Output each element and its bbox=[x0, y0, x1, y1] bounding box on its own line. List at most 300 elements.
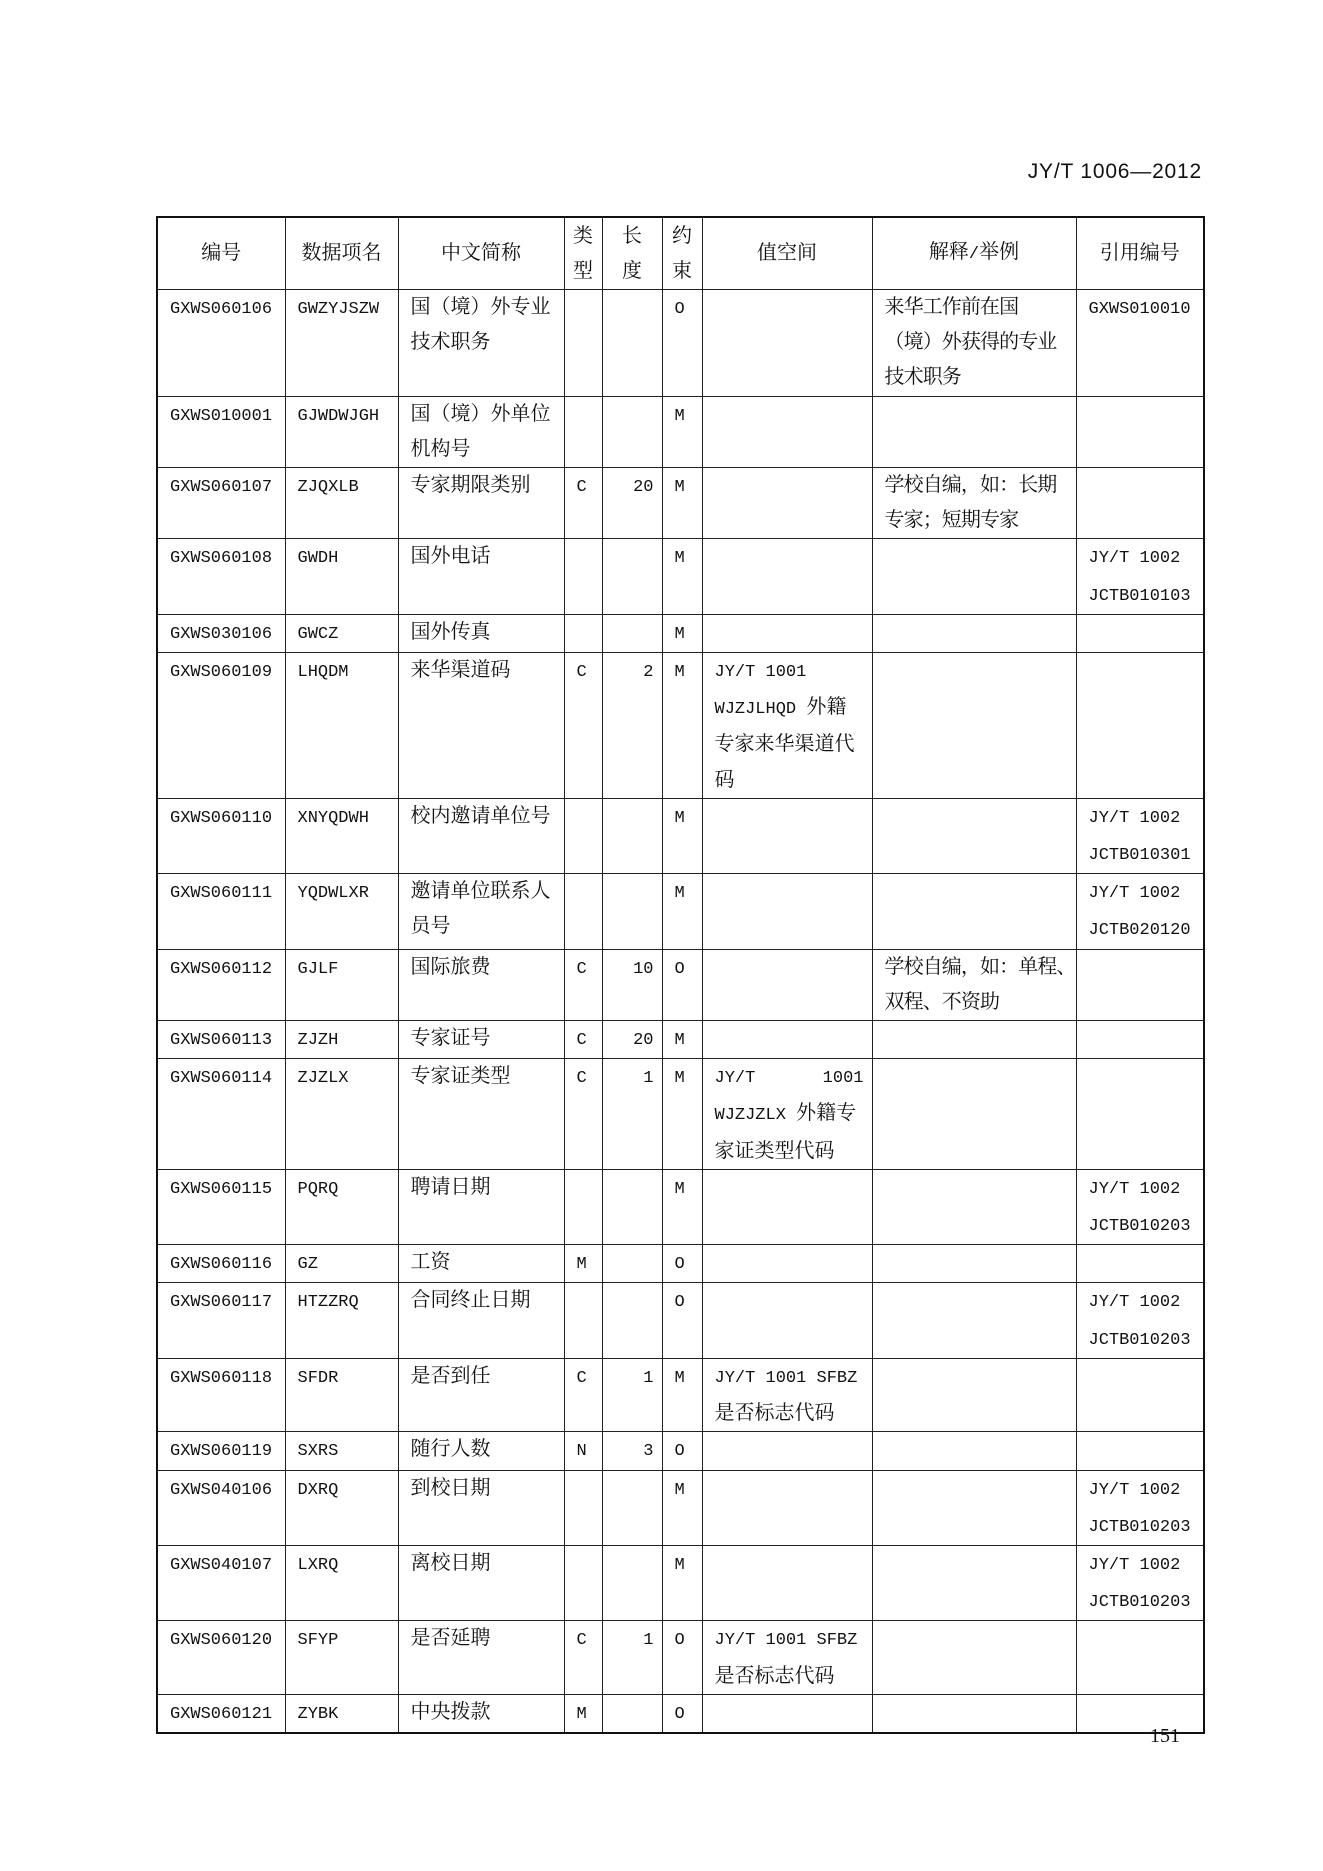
cell-type bbox=[564, 1621, 602, 1694]
latin-run: WJZJLHQD bbox=[714, 700, 807, 720]
cell-ref bbox=[1076, 653, 1204, 799]
cell-cn-short bbox=[398, 539, 564, 614]
latin-run: HTZZRQ bbox=[297, 1293, 359, 1313]
column-header-line: 型 bbox=[573, 259, 593, 282]
table-row bbox=[157, 614, 1204, 652]
cell-line bbox=[675, 1059, 694, 1096]
latin-run: 20 bbox=[633, 1031, 654, 1051]
cell-line bbox=[675, 1695, 694, 1732]
cell-line: 专家；短期专家 bbox=[884, 509, 1019, 532]
cell-code bbox=[157, 290, 285, 397]
cell-line bbox=[298, 1170, 390, 1207]
latin-run: GXWS010001 bbox=[170, 406, 273, 426]
cell-line bbox=[298, 1021, 390, 1058]
cell-note bbox=[872, 1283, 1076, 1358]
latin-run: JY/T 1002 bbox=[1088, 1293, 1181, 1313]
cell-line bbox=[577, 1059, 594, 1096]
cell-constraint bbox=[662, 1621, 702, 1694]
column-header-cn-short bbox=[398, 217, 564, 290]
cell-ref bbox=[1076, 1432, 1204, 1470]
cell-line bbox=[577, 653, 594, 690]
cell-length bbox=[602, 614, 662, 652]
cell-length bbox=[602, 1545, 662, 1620]
latin-run: JY/T 1002 bbox=[1088, 1555, 1181, 1575]
latin-run: O bbox=[674, 959, 685, 979]
cell-value-space bbox=[702, 1283, 872, 1358]
cell-cn-short bbox=[398, 874, 564, 949]
latin-run: SFYP bbox=[297, 1631, 339, 1651]
cell-ref bbox=[1076, 539, 1204, 614]
table-row bbox=[157, 1621, 1204, 1694]
cell-line bbox=[170, 1471, 277, 1508]
cell-cn-short bbox=[398, 614, 564, 652]
latin-run: JY/T 1001 bbox=[714, 1069, 864, 1089]
column-header-line: 编号 bbox=[201, 242, 242, 264]
cell-length bbox=[602, 1245, 662, 1283]
cell-line: 国际旅费 bbox=[410, 955, 491, 978]
latin-run: JCTB010301 bbox=[1088, 846, 1191, 866]
latin-run: C bbox=[576, 1069, 587, 1089]
cell-note bbox=[872, 1470, 1076, 1545]
cell-note bbox=[872, 1545, 1076, 1620]
cell-line bbox=[170, 1021, 277, 1058]
cell-line bbox=[1089, 799, 1196, 836]
cell-type bbox=[564, 1432, 602, 1470]
cell-name bbox=[285, 1694, 398, 1733]
cell-type bbox=[564, 874, 602, 949]
cell-type bbox=[564, 949, 602, 1020]
cell-type bbox=[564, 468, 602, 539]
cell-line: 是否延聘 bbox=[410, 1627, 491, 1650]
cell-line: 专家证类型 bbox=[410, 1065, 511, 1088]
cell-note bbox=[872, 1021, 1076, 1059]
cell-line bbox=[1089, 1283, 1196, 1320]
latin-run: GXWS040107 bbox=[170, 1555, 273, 1575]
latin-run: M bbox=[674, 1179, 685, 1199]
latin-run: GWZYJSZW bbox=[297, 300, 380, 319]
latin-run: LXRQ bbox=[297, 1555, 339, 1575]
cell-note bbox=[872, 290, 1076, 397]
latin-run: GXWS060121 bbox=[170, 1704, 273, 1724]
column-header-line: 度 bbox=[622, 259, 642, 282]
cell-line bbox=[1089, 1508, 1196, 1545]
latin-run: M bbox=[576, 1255, 587, 1275]
latin-run: C bbox=[576, 1631, 587, 1651]
latin-run: JY/T 1002 bbox=[1088, 1179, 1181, 1199]
cell-line: 机构号 bbox=[410, 437, 471, 460]
cell-cn-short bbox=[398, 290, 564, 397]
cell-line bbox=[675, 1359, 694, 1396]
latin-run: GJWDWJGH bbox=[297, 406, 380, 426]
latin-run: JY/T 1002 bbox=[1088, 808, 1181, 828]
cell-constraint bbox=[662, 1470, 702, 1545]
latin-run: ZJZH bbox=[297, 1031, 339, 1051]
cell-line bbox=[298, 653, 390, 690]
cell-note bbox=[872, 949, 1076, 1020]
latin-run: GXWS060115 bbox=[170, 1179, 273, 1199]
cell-line: 邀请单位联系人 bbox=[410, 880, 551, 903]
cell-line: 国外传真 bbox=[410, 620, 491, 643]
cell-line bbox=[298, 468, 390, 505]
latin-run: GXWS040106 bbox=[170, 1480, 273, 1500]
latin-run: JY/T 1001 bbox=[714, 663, 807, 683]
latin-run: GWCZ bbox=[297, 624, 339, 644]
cell-type bbox=[564, 1470, 602, 1545]
latin-run: GXWS060109 bbox=[170, 663, 273, 683]
latin-run: GXWS060119 bbox=[170, 1442, 273, 1462]
latin-run: GXWS060106 bbox=[170, 300, 273, 319]
cell-line bbox=[170, 653, 277, 690]
cell-line: 双程、不资助 bbox=[884, 990, 1000, 1013]
cell-note bbox=[872, 539, 1076, 614]
latin-run: JCTB010203 bbox=[1088, 1330, 1191, 1350]
cell-line bbox=[170, 397, 277, 434]
column-header-note bbox=[872, 217, 1076, 290]
latin-run: JCTB010103 bbox=[1088, 586, 1191, 606]
cell-line bbox=[675, 950, 694, 987]
cell-value-space bbox=[702, 949, 872, 1020]
column-header-line: 长 bbox=[622, 224, 642, 247]
latin-run: PQRQ bbox=[297, 1179, 339, 1199]
cell-line bbox=[615, 468, 654, 505]
cell-ref bbox=[1076, 1694, 1204, 1733]
cell-type bbox=[564, 396, 602, 467]
cell-length bbox=[602, 798, 662, 873]
column-header-line: 约 bbox=[672, 224, 692, 247]
table-row bbox=[157, 1694, 1204, 1733]
cell-line bbox=[170, 1359, 277, 1396]
latin-run: JY/T 1001 SFBZ bbox=[714, 1631, 858, 1651]
cell-constraint bbox=[662, 468, 702, 539]
column-header-line: 值空间 bbox=[757, 242, 817, 264]
cell-constraint bbox=[662, 1432, 702, 1470]
cell-line bbox=[298, 1359, 390, 1396]
latin-run: 1 bbox=[643, 1368, 654, 1388]
cell-constraint bbox=[662, 798, 702, 873]
cell-length bbox=[602, 396, 662, 467]
cell-cn-short bbox=[398, 1059, 564, 1170]
cell-line bbox=[1089, 836, 1196, 873]
cell-line bbox=[298, 397, 390, 434]
data-element-table bbox=[156, 216, 1205, 1734]
cell-ref bbox=[1076, 468, 1204, 539]
cell-constraint bbox=[662, 396, 702, 467]
cell-value-space bbox=[702, 1694, 872, 1733]
column-header-line: 解释/举例 bbox=[928, 241, 1020, 264]
latin-run: O bbox=[674, 1704, 685, 1724]
cell-line: 离校日期 bbox=[410, 1551, 491, 1574]
table-row bbox=[157, 1358, 1204, 1431]
cell-cn-short bbox=[398, 1283, 564, 1358]
table-row bbox=[157, 1545, 1204, 1620]
latin-run: M bbox=[674, 624, 685, 644]
cell-line bbox=[170, 290, 277, 327]
cell-line bbox=[298, 1245, 390, 1282]
cell-ref bbox=[1076, 1021, 1204, 1059]
cell-note bbox=[872, 1432, 1076, 1470]
latin-run: JCTB020120 bbox=[1088, 921, 1191, 941]
cell-constraint bbox=[662, 1059, 702, 1170]
cell-line: WJZJLHQD 外籍 bbox=[714, 696, 847, 720]
cell-length bbox=[602, 874, 662, 949]
latin-run: GXWS060120 bbox=[170, 1631, 273, 1651]
cell-line bbox=[675, 1245, 694, 1282]
cell-line bbox=[715, 1059, 864, 1096]
cell-line: （境）外获得的专业 bbox=[884, 331, 1057, 354]
cell-constraint bbox=[662, 1169, 702, 1244]
latin-run: M bbox=[674, 478, 685, 498]
cell-value-space bbox=[702, 874, 872, 949]
column-header-line: 引用编号 bbox=[1099, 242, 1180, 264]
cell-line: 来华工作前在国 bbox=[884, 296, 1019, 318]
latin-run: GWDH bbox=[297, 549, 339, 569]
latin-run: M bbox=[674, 884, 685, 904]
latin-run: M bbox=[674, 1555, 685, 1575]
cell-type bbox=[564, 1245, 602, 1283]
cell-cn-short bbox=[398, 1169, 564, 1244]
cell-value-space bbox=[702, 653, 872, 799]
cell-length bbox=[602, 1358, 662, 1431]
cell-line bbox=[675, 1283, 694, 1320]
cell-line: WJZJZLX 外籍专 bbox=[714, 1102, 857, 1126]
cell-line bbox=[615, 1621, 654, 1658]
cell-line bbox=[170, 1059, 277, 1096]
cell-line: 技术职务 bbox=[410, 331, 491, 354]
latin-run: ZYBK bbox=[297, 1704, 339, 1724]
cell-line bbox=[298, 615, 390, 652]
cell-line: 中央拨款 bbox=[410, 1700, 491, 1723]
cell-type bbox=[564, 1169, 602, 1244]
cell-line bbox=[1089, 577, 1196, 614]
cell-value-space bbox=[702, 1059, 872, 1170]
cell-note bbox=[872, 798, 1076, 873]
cell-type bbox=[564, 1358, 602, 1431]
cell-line bbox=[298, 1059, 390, 1096]
cell-line bbox=[615, 950, 654, 987]
latin-run: 2 bbox=[643, 663, 654, 683]
cell-name bbox=[285, 1621, 398, 1694]
latin-run: JCTB010203 bbox=[1088, 1217, 1191, 1237]
cell-code bbox=[157, 798, 285, 873]
cell-code bbox=[157, 614, 285, 652]
latin-run: C bbox=[576, 1031, 587, 1051]
column-header-length bbox=[602, 217, 662, 290]
cell-ref bbox=[1076, 1283, 1204, 1358]
cell-line: 是否标志代码 bbox=[714, 1664, 835, 1687]
cell-code bbox=[157, 874, 285, 949]
page-number: 151 bbox=[1150, 1725, 1180, 1747]
cell-line bbox=[298, 1471, 390, 1508]
cell-type bbox=[564, 1283, 602, 1358]
cell-code bbox=[157, 539, 285, 614]
cell-type bbox=[564, 798, 602, 873]
cell-name bbox=[285, 1283, 398, 1358]
cell-note bbox=[872, 1621, 1076, 1694]
cell-type bbox=[564, 539, 602, 614]
cell-line bbox=[298, 799, 390, 836]
cell-name bbox=[285, 1432, 398, 1470]
latin-run: GXWS030106 bbox=[170, 624, 273, 644]
cell-line bbox=[675, 290, 694, 327]
cell-length bbox=[602, 1621, 662, 1694]
cell-code bbox=[157, 653, 285, 799]
latin-run: GXWS010010 bbox=[1088, 300, 1191, 319]
cell-line: 专家来华渠道代 bbox=[714, 733, 855, 756]
cell-length bbox=[602, 949, 662, 1020]
cell-line bbox=[675, 539, 694, 576]
cell-line bbox=[577, 1245, 594, 1282]
cell-ref bbox=[1076, 1621, 1204, 1694]
cell-code bbox=[157, 1470, 285, 1545]
cell-note bbox=[872, 1059, 1076, 1170]
cell-line: 校内邀请单位号 bbox=[410, 804, 551, 827]
cell-note bbox=[872, 1694, 1076, 1733]
latin-run: N bbox=[576, 1442, 587, 1462]
table-header bbox=[157, 217, 1204, 290]
cell-line bbox=[170, 1245, 277, 1282]
cell-value-space bbox=[702, 468, 872, 539]
cell-name bbox=[285, 468, 398, 539]
cell-line bbox=[170, 1170, 277, 1207]
cell-line bbox=[577, 468, 594, 505]
cell-note bbox=[872, 1169, 1076, 1244]
latin-run: M bbox=[674, 1368, 685, 1388]
cell-line: 国（境）外单位 bbox=[410, 402, 551, 425]
cell-length bbox=[602, 653, 662, 799]
cell-line bbox=[615, 1432, 654, 1469]
cell-line bbox=[298, 874, 390, 911]
cell-line bbox=[615, 653, 654, 690]
cell-line: 码 bbox=[714, 768, 735, 791]
cell-line bbox=[577, 950, 594, 987]
cell-line bbox=[1089, 1583, 1196, 1620]
latin-run: GXWS060111 bbox=[170, 884, 273, 904]
cell-line: 来华渠道码 bbox=[410, 659, 511, 682]
cell-note bbox=[872, 468, 1076, 539]
cell-line: 是否到任 bbox=[410, 1364, 491, 1387]
latin-run: O bbox=[674, 1255, 685, 1275]
cell-line bbox=[615, 1021, 654, 1058]
cell-name bbox=[285, 1545, 398, 1620]
cell-code bbox=[157, 1059, 285, 1170]
table-body bbox=[157, 290, 1204, 1733]
cell-value-space bbox=[702, 798, 872, 873]
table-row bbox=[157, 1059, 1204, 1170]
cell-line bbox=[298, 950, 390, 987]
column-header-line: 类 bbox=[573, 224, 593, 247]
cell-line bbox=[170, 1283, 277, 1320]
latin-run: GXWS060116 bbox=[170, 1255, 273, 1275]
cell-line bbox=[675, 1546, 694, 1583]
cell-line: 专家期限类别 bbox=[410, 474, 531, 497]
cell-constraint bbox=[662, 1245, 702, 1283]
cell-cn-short bbox=[398, 1694, 564, 1733]
cell-line: 学校自编，如：单程、 bbox=[884, 955, 1076, 978]
cell-line bbox=[1089, 874, 1196, 911]
table-row bbox=[157, 874, 1204, 949]
cell-type bbox=[564, 1694, 602, 1733]
latin-run: / bbox=[968, 245, 980, 264]
cell-value-space bbox=[702, 1169, 872, 1244]
cell-length bbox=[602, 1470, 662, 1545]
latin-run: LHQDM bbox=[297, 663, 349, 683]
cell-length bbox=[602, 290, 662, 397]
cell-line bbox=[1089, 911, 1196, 948]
table-row bbox=[157, 1021, 1204, 1059]
cell-constraint bbox=[662, 1021, 702, 1059]
cell-note bbox=[872, 1245, 1076, 1283]
cell-note bbox=[872, 653, 1076, 799]
latin-run: JCTB010203 bbox=[1088, 1517, 1191, 1537]
cell-code bbox=[157, 949, 285, 1020]
cell-line bbox=[577, 1621, 594, 1658]
latin-run: 10 bbox=[633, 959, 654, 979]
cell-value-space bbox=[702, 1621, 872, 1694]
cell-cn-short bbox=[398, 949, 564, 1020]
cell-constraint bbox=[662, 290, 702, 397]
cell-code bbox=[157, 1432, 285, 1470]
cell-code bbox=[157, 1545, 285, 1620]
latin-run: XNYQDWH bbox=[297, 808, 369, 828]
cell-line bbox=[577, 1359, 594, 1396]
cell-length bbox=[602, 1169, 662, 1244]
cell-line bbox=[1089, 290, 1196, 327]
cell-line bbox=[715, 653, 864, 690]
cell-line: 学校自编，如：长期 bbox=[884, 474, 1057, 497]
cell-line bbox=[675, 1170, 694, 1207]
cell-code bbox=[157, 1021, 285, 1059]
cell-length bbox=[602, 1021, 662, 1059]
cell-cn-short bbox=[398, 1358, 564, 1431]
cell-line bbox=[170, 799, 277, 836]
cell-line: 专家证号 bbox=[410, 1027, 491, 1050]
latin-run: GXWS060108 bbox=[170, 549, 273, 569]
latin-run: GXWS060114 bbox=[170, 1069, 273, 1089]
cell-constraint bbox=[662, 653, 702, 799]
cell-code bbox=[157, 1358, 285, 1431]
cell-ref bbox=[1076, 949, 1204, 1020]
cell-line bbox=[170, 1432, 277, 1469]
cell-constraint bbox=[662, 1358, 702, 1431]
cell-value-space bbox=[702, 1432, 872, 1470]
latin-run: M bbox=[674, 1031, 685, 1051]
cell-code bbox=[157, 1245, 285, 1283]
cell-line bbox=[675, 615, 694, 652]
standard-code: JY/T 1006—2012 bbox=[1027, 160, 1202, 183]
cell-length bbox=[602, 1059, 662, 1170]
cell-line: 合同终止日期 bbox=[410, 1289, 531, 1312]
table-row bbox=[157, 1432, 1204, 1470]
latin-run: C bbox=[576, 1368, 587, 1388]
latin-run: JY/T 1001 SFBZ bbox=[714, 1368, 858, 1388]
cell-line: 国（境）外专业 bbox=[410, 296, 551, 318]
cell-name bbox=[285, 290, 398, 397]
cell-line bbox=[675, 397, 694, 434]
cell-line bbox=[298, 1695, 390, 1732]
cell-ref bbox=[1076, 396, 1204, 467]
latin-run: SXRS bbox=[297, 1442, 339, 1462]
cell-ref bbox=[1076, 1059, 1204, 1170]
cell-cn-short bbox=[398, 1432, 564, 1470]
cell-line bbox=[1089, 1170, 1196, 1207]
latin-run: YQDWLXR bbox=[297, 884, 369, 904]
cell-line bbox=[170, 1546, 277, 1583]
latin-run: M bbox=[576, 1704, 587, 1724]
cell-line: 技术职务 bbox=[884, 366, 961, 389]
cell-constraint bbox=[662, 1283, 702, 1358]
cell-line bbox=[298, 1546, 390, 1583]
table-row bbox=[157, 468, 1204, 539]
